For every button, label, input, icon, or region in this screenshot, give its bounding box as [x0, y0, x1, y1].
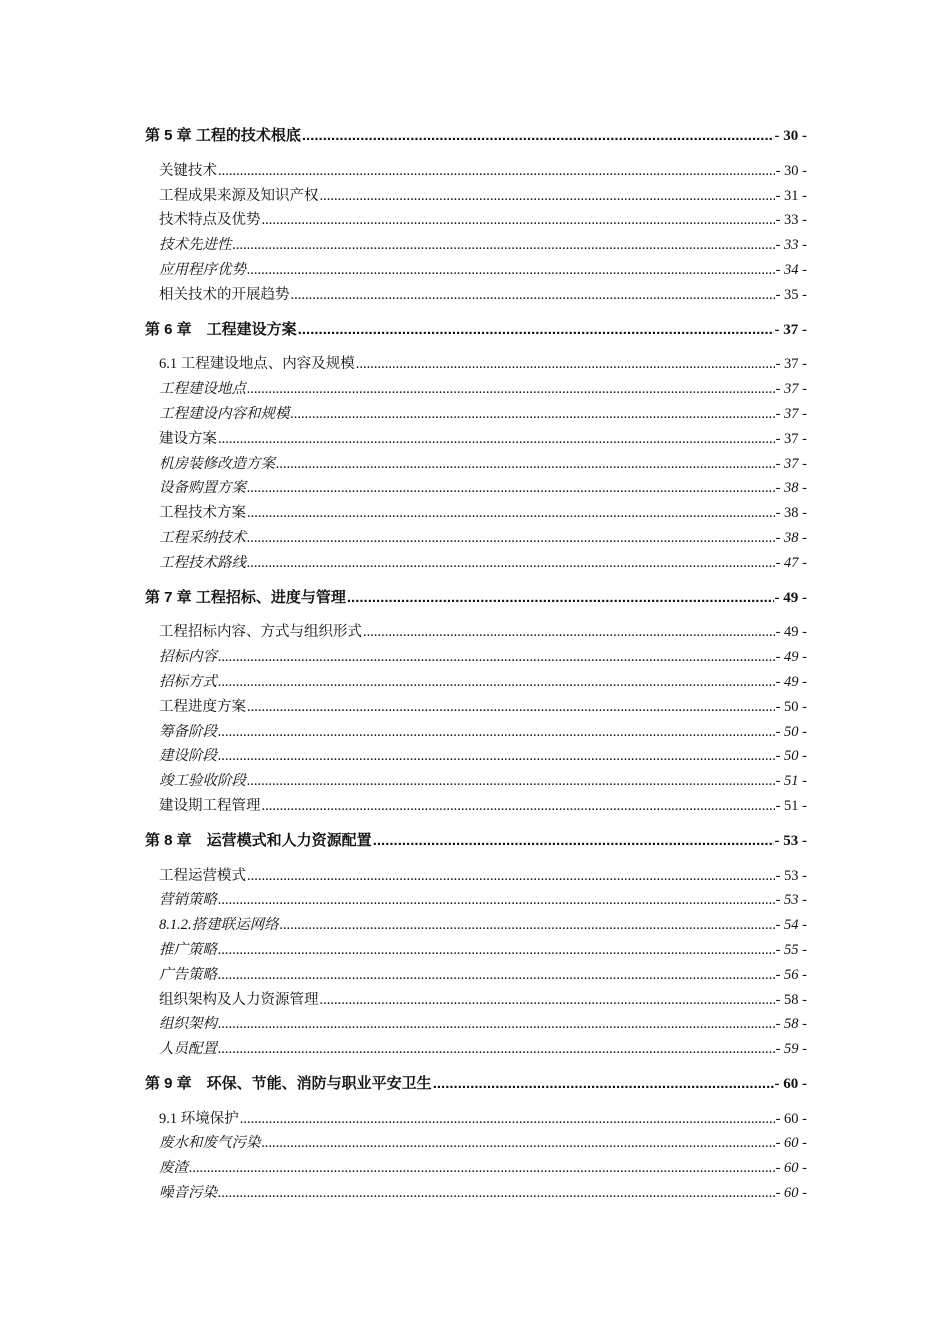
toc-entry-page-number: - 60 - [775, 1135, 807, 1152]
toc-subsection-entry[interactable] [145, 476, 807, 501]
toc-dot-leader [276, 452, 775, 477]
toc-entry-title: 技术先进性 [159, 237, 232, 254]
toc-entry-title: 建设期工程管理 [159, 797, 261, 814]
toc-section-entry[interactable] [145, 864, 807, 889]
toc-entry-title: 工程招标内容、方式与组织形式 [159, 624, 362, 641]
toc-entry-page-number: - 55 - [775, 941, 807, 958]
toc-dot-leader [218, 670, 775, 695]
toc-entry-page-number: - 58 - [775, 991, 807, 1008]
toc-entry-title: 工程采纳技术 [159, 529, 246, 546]
toc-subsection-entry[interactable] [145, 744, 807, 769]
toc-dot-leader [240, 1107, 775, 1132]
toc-entry-title: 竣工验收阶段 [159, 773, 246, 790]
toc-dot-leader [262, 794, 775, 819]
toc-section-entry[interactable] [145, 794, 807, 819]
toc-chapter-entry[interactable] [145, 1072, 807, 1097]
toc-subsection-entry[interactable] [145, 258, 807, 283]
toc-entry-page-number: - 37 - [775, 356, 807, 373]
toc-entry-title: 组织架构及人力资源管理 [159, 991, 319, 1008]
toc-subsection-entry[interactable] [145, 551, 807, 576]
toc-entry-title: 广告策略 [159, 966, 217, 983]
toc-dot-leader [218, 1037, 775, 1062]
toc-subsection-entry[interactable] [145, 645, 807, 670]
toc-dot-leader [433, 1072, 774, 1097]
toc-entry-page-number: - 51 - [775, 797, 807, 814]
toc-entry-page-number: - 37 - [775, 405, 807, 422]
toc-section-entry[interactable] [145, 208, 807, 233]
toc-section-entry[interactable] [145, 184, 807, 209]
toc-dot-leader [189, 1156, 775, 1181]
toc-entry-page-number: - 60 - [775, 1110, 807, 1127]
toc-dot-leader [247, 695, 775, 720]
toc-entry-page-number: - 37 - [775, 430, 807, 447]
toc-dot-leader [247, 476, 775, 501]
toc-subsection-entry[interactable] [145, 1156, 807, 1181]
toc-dot-leader [218, 159, 775, 184]
toc-dot-leader [247, 501, 775, 526]
toc-entry-title: 废渣 [159, 1160, 188, 1177]
toc-dot-leader [347, 586, 774, 611]
toc-subsection-entry[interactable] [145, 888, 807, 913]
toc-entry-page-number: - 50 - [775, 698, 807, 715]
toc-section-entry[interactable] [145, 501, 807, 526]
toc-subsection-entry[interactable] [145, 377, 807, 402]
toc-entry-title: 第 5 章 工程的技术根底 [145, 127, 301, 144]
toc-entry-page-number: - 50 - [775, 723, 807, 740]
toc-subsection-entry[interactable] [145, 1037, 807, 1062]
toc-entry-title: 筹备阶段 [159, 723, 217, 740]
toc-dot-leader [247, 526, 775, 551]
toc-entry-page-number: - 30 - [774, 128, 807, 144]
toc-entry-page-number: - 38 - [775, 505, 807, 522]
toc-section-entry[interactable] [145, 283, 807, 308]
toc-dot-leader [247, 551, 775, 576]
toc-entry-page-number: - 49 - [774, 589, 807, 606]
toc-chapter-entry[interactable] [145, 124, 807, 149]
toc-entry-page-number: - 38 - [775, 480, 807, 497]
toc-subsection-entry[interactable] [145, 452, 807, 477]
toc-subsection-entry[interactable] [145, 233, 807, 258]
toc-entry-page-number: - 49 - [775, 673, 807, 690]
toc-subsection-entry[interactable] [145, 670, 807, 695]
toc-subsection-entry[interactable] [145, 769, 807, 794]
toc-dot-leader [302, 124, 774, 149]
toc-subsection-entry[interactable] [145, 720, 807, 745]
toc-dot-leader [320, 184, 775, 209]
toc-dot-leader [218, 645, 775, 670]
toc-dot-leader [262, 1131, 775, 1156]
toc-entry-title: 噪音污染 [159, 1185, 217, 1202]
toc-entry-title: 工程建设内容和规模 [159, 405, 290, 422]
toc-dot-leader [373, 829, 774, 854]
toc-entry-page-number: - 53 - [774, 832, 807, 849]
toc-entry-title: 技术特点及优势 [159, 212, 261, 229]
toc-dot-leader [218, 1181, 775, 1206]
toc-entry-title: 推广策略 [159, 941, 217, 958]
toc-entry-title: 关键技术 [159, 162, 217, 179]
toc-entry-title: 工程技术方案 [159, 505, 246, 522]
toc-chapter-entry[interactable] [145, 829, 807, 854]
toc-entry-title: 工程建设地点 [159, 381, 246, 398]
toc-dot-leader [218, 938, 775, 963]
toc-entry-page-number: - 37 - [775, 455, 807, 472]
toc-entry-page-number: - 49 - [775, 649, 807, 666]
toc-chapter-entry[interactable] [145, 586, 807, 611]
toc-subsection-entry[interactable] [145, 1131, 807, 1156]
toc-dot-leader [218, 720, 775, 745]
toc-entry-title: 8.1.2.搭建联运网络 [159, 917, 279, 934]
toc-dot-leader [280, 913, 775, 938]
toc-dot-leader [247, 377, 775, 402]
toc-entry-title: 第 9 章 环保、节能、消防与职业平安卫生 [145, 1074, 432, 1092]
toc-section-entry[interactable] [145, 1107, 807, 1132]
toc-entry-page-number: - 51 - [775, 773, 807, 790]
toc-entry-title: 工程技术路线 [159, 554, 246, 571]
toc-entry-page-number: - 50 - [775, 748, 807, 765]
toc-section-entry[interactable] [145, 159, 807, 184]
toc-section-entry[interactable] [145, 695, 807, 720]
toc-subsection-entry[interactable] [145, 1012, 807, 1037]
toc-section-entry[interactable] [145, 988, 807, 1013]
toc-entry-title: 营销策略 [159, 892, 217, 909]
toc-entry-page-number: - 59 - [775, 1041, 807, 1058]
toc-dot-leader [218, 744, 775, 769]
toc-entry-page-number: - 30 - [775, 162, 807, 179]
table-of-contents [145, 124, 807, 1206]
toc-dot-leader [291, 283, 775, 308]
toc-entry-page-number: - 38 - [775, 529, 807, 546]
toc-dot-leader [356, 352, 775, 377]
toc-entry-title: 建设方案 [159, 430, 217, 447]
toc-entry-page-number: - 47 - [775, 554, 807, 571]
toc-entry-title: 9.1 环境保护 [159, 1110, 239, 1127]
toc-entry-page-number: - 60 - [775, 1160, 807, 1177]
toc-entry-title: 人员配置 [159, 1041, 217, 1058]
toc-subsection-entry[interactable] [145, 913, 807, 938]
toc-entry-title: 机房装修改造方案 [159, 455, 275, 472]
toc-dot-leader [298, 318, 774, 343]
toc-entry-title: 招标方式 [159, 673, 217, 690]
toc-entry-title: 工程进度方案 [159, 698, 246, 715]
toc-entry-title: 工程成果来源及知识产权 [159, 187, 319, 204]
toc-entry-title: 工程运营模式 [159, 867, 246, 884]
toc-entry-page-number: - 37 - [774, 321, 807, 338]
toc-entry-page-number: - 56 - [775, 966, 807, 983]
toc-entry-title: 应用程序优势 [159, 261, 246, 278]
toc-dot-leader [291, 402, 775, 427]
toc-dot-leader [320, 988, 775, 1013]
toc-subsection-entry[interactable] [145, 963, 807, 988]
toc-dot-leader [218, 888, 775, 913]
toc-entry-title: 招标内容 [159, 649, 217, 666]
toc-entry-title: 6.1 工程建设地点、内容及规模 [159, 356, 355, 373]
toc-entry-page-number: - 60 - [774, 1075, 807, 1092]
toc-dot-leader [233, 233, 775, 258]
toc-entry-page-number: - 33 - [775, 237, 807, 254]
toc-section-entry[interactable] [145, 352, 807, 377]
toc-entry-title: 组织架构 [159, 1016, 217, 1033]
toc-dot-leader [218, 1012, 775, 1037]
toc-entry-page-number: - 49 - [775, 624, 807, 641]
toc-subsection-entry[interactable] [145, 526, 807, 551]
toc-entry-title: 第 6 章 工程建设方案 [145, 320, 297, 338]
toc-entry-page-number: - 35 - [775, 286, 807, 303]
toc-entry-title: 第 7 章 工程招标、进度与管理 [145, 588, 346, 606]
toc-entry-title: 第 8 章 运营模式和人力资源配置 [145, 831, 372, 849]
toc-entry-title: 废水和废气污染 [159, 1135, 261, 1152]
toc-entry-title: 设备购置方案 [159, 480, 246, 497]
toc-entry-page-number: - 58 - [775, 1016, 807, 1033]
toc-entry-page-number: - 34 - [775, 261, 807, 278]
toc-entry-page-number: - 37 - [775, 381, 807, 398]
toc-subsection-entry[interactable] [145, 1181, 807, 1206]
toc-dot-leader [247, 769, 775, 794]
toc-dot-leader [247, 258, 775, 283]
toc-dot-leader [262, 208, 775, 233]
toc-section-entry[interactable] [145, 620, 807, 645]
toc-entry-page-number: - 53 - [775, 867, 807, 884]
toc-subsection-entry[interactable] [145, 938, 807, 963]
toc-entry-page-number: - 60 - [775, 1185, 807, 1202]
toc-subsection-entry[interactable] [145, 402, 807, 427]
toc-chapter-entry[interactable] [145, 318, 807, 343]
toc-section-entry[interactable] [145, 427, 807, 452]
toc-entry-page-number: - 33 - [775, 212, 807, 229]
toc-dot-leader [247, 864, 775, 889]
toc-entry-title: 相关技术的开展趋势 [159, 286, 290, 303]
toc-entry-page-number: - 31 - [775, 187, 807, 204]
toc-entry-title: 建设阶段 [159, 748, 217, 765]
toc-dot-leader [218, 427, 775, 452]
toc-dot-leader [363, 620, 775, 645]
toc-entry-page-number: - 54 - [775, 917, 807, 934]
toc-dot-leader [218, 963, 775, 988]
toc-entry-page-number: - 53 - [775, 892, 807, 909]
